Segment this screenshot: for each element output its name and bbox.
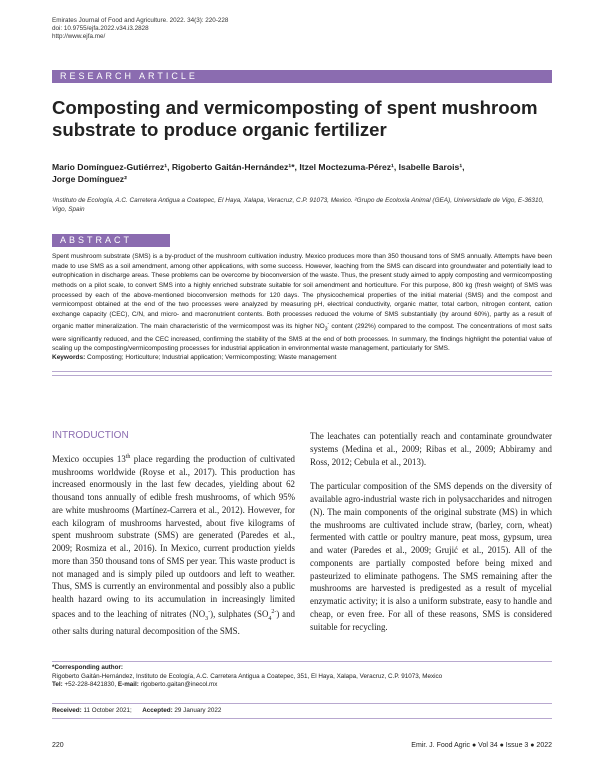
journal-citation: Emirates Journal of Food and Agriculture. 2022. 34(3): 220-228 <box>52 17 229 24</box>
authors-line-2: Jorge Domínguez² <box>52 174 127 184</box>
corresponding-author <box>52 664 552 690</box>
corresponding-label: *Corresponding author: <box>52 664 124 671</box>
received-accepted <box>52 707 552 715</box>
authors-line-1: Mario Domínguez-Gutiérrez¹, Rigoberto Gaitán-Hernández¹*, Itzel Moctezuma-Pérez¹, Isabelle Barois¹, <box>52 162 465 172</box>
accepted-label: Accepted: <box>142 707 173 714</box>
footer-citation: Emir. J. Food Agric ● Vol 34 ● Issue 3 ● 2022 <box>411 742 552 749</box>
journal-url[interactable]: http://www.ejfa.me/ <box>52 33 106 41</box>
divider-bottom-footnote <box>52 718 552 719</box>
affiliations: ¹Instituto de Ecología, A.C. Carretera Antigua a Coatepec, El Haya, Xalapa, Veracruz, C.P. 91073, Mexico. ²Grupo de Ecoloxía Animal (GEA), Universidade de Vigo, E-36310, Vigo, Spain <box>52 197 544 213</box>
corresponding-address: Rigoberto Gaitán-Hernández, Instituto de Ecología, A.C. Carretera Antigua a Coatepec, 351, El Haya, Xalapa, Veracruz, C.P. 91073, Mexico <box>52 672 443 680</box>
author-list <box>52 161 552 185</box>
divider-bottom <box>52 375 552 376</box>
email-label: E-mail: <box>117 681 139 688</box>
accepted-date: 29 January 2022 <box>172 707 222 714</box>
intro-right-column <box>310 430 552 633</box>
intro-sup-th: th <box>125 454 131 460</box>
intro-text-d: ) and other salts during natural decomposition of the SMS. <box>52 608 295 637</box>
so4-sub: 4 <box>268 615 272 622</box>
no3-sub: 3 <box>205 615 209 622</box>
introduction-heading: INTRODUCTION <box>52 430 129 441</box>
intro-text-a: Mexico occupies 13 <box>52 453 126 464</box>
keywords-label: Keywords: <box>52 354 86 361</box>
contact-line <box>52 681 552 690</box>
so4-sup: 2- <box>271 608 277 615</box>
abstract-text <box>52 252 552 354</box>
divider-footnote <box>52 661 552 662</box>
article-title: Composting and vermicomposting of spent mushroom substrate to produce organic fertilizer <box>52 97 538 140</box>
tel-value: +52-228-8421830, <box>62 681 118 688</box>
research-article-banner: RESEARCH ARTICLE <box>52 70 552 83</box>
keywords <box>52 353 552 362</box>
abstract-part-1: Spent mushroom substrate (SMS) is a by-product of the mushroom cultivation industry. Mexico produces more than 350 thousand tons of SMS annually. Attempts have been made to use SMS as a soil amendment, among other applications, with some success. However, leaching from the SMS can discard into groundwater and potentially lead to eutrophication in discharge areas. These problems can be overcome by bioconversion of the waste. Thus, the present study aimed to apply composting and vermicomposting methods on a pilot scale, to convert SMS into a highly enriched substrate suitable for soil amendment and horticulture. For this purpose, 800 kg (fresh weight) of SMS was processed by each of the above-mentioned bioconversion methods for 120 days. The physicochemical properties of the initial material (SMS) and the compost and vermicompost obtained at the end of the two processes were analyzed by measuring pH, electrical conductivity, organic matter, total carbon, nitrogen content, cation exchange capacity (CEC), C/N, and micro- and macronutrient contents. Both processes reduced the volume of SMS substantially (by around 60%), partly as a result of organic matter mineralization. The main characteristic of the vermicompost was its higher NO <box>52 253 552 330</box>
abstract-sup: - <box>327 320 330 327</box>
abstract-part-2: content (292%) compared to the compost. The concentrations of most salts were significantly reduced, and the CEC increased, confirming the stability of the SMS at the end of both processes. In summary, the findings highlight the potential value of scaling up the composting/vermicomposting processes for industrial application in environmental waste management, particularly for SMS. <box>52 322 552 353</box>
page-number: 220 <box>52 742 64 749</box>
tel-label: Tel: <box>52 681 63 688</box>
intro-paragraph-2: The leachates can potentially reach and contaminate groundwater systems (Medina et al., 2009; Ribas et al., 2009; Abbiramy and Ross, 2012; Cebula et al., 2013). <box>310 431 552 467</box>
intro-text-c: ), sulphates (SO <box>210 608 269 619</box>
doi-link[interactable]: doi: 10.9755/ejfa.2022.v34.i3.2828 <box>52 25 149 33</box>
divider-received <box>52 703 552 704</box>
divider-top <box>52 371 552 372</box>
intro-left-column <box>52 451 295 638</box>
abstract-banner: ABSTRACT <box>52 234 170 247</box>
no3-sup: - <box>208 608 211 615</box>
intro-paragraph-3: The particular composition of the SMS depends on the diversity of available agro-industrial waste rich in polysaccharides and nitrogen (N). The main components of the original substrate (MS) in which the mushrooms are cultivated include straw, (barley, corn, wheat) fermented with cattle or poultry manure, peat moss, gypsum, urea and water (Paredes et al., 2009; Grujić et al., 2015). All of the components are partially composted before being mixed and pasteurized to eliminate pathogens. The SMS remaining after the mushrooms are harvested is predigested as a result of mycelial enzymatic activity; it is also a uniform substrate, easy to handle and cheap, or even free. For all of these reasons, SMS is considered suitable for recycling. <box>310 481 552 632</box>
received-label: Received: <box>52 707 82 714</box>
journal-header <box>52 17 228 42</box>
received-date: 11 October 2021; <box>81 707 132 714</box>
intro-text-b: place regarding the production of cultivated mushrooms worldwide (Royse et al., 2017). This production has increased enormously in the last few decades, yielding about 62 thousand tons annually of edible fresh mushrooms, of which 95% are white mushrooms (Martínez-Carrera et al., 2012). However, for each kilogram of mushrooms harvested, about five kilograms of spent mushroom substrate (SMS) are generated (Paredes et al., 2009; Rosmiza et al., 2016). In Mexico, current production yields more than 350 thousand tons of SMS per year. This waste product is not managed and is simply piled up outdoors and left to weather. Thus, SMS is currently an environmental and possibly also a public health hazard owing to its accumulation in increasingly limited spaces and to the leaching of nitrates (NO <box>52 453 295 619</box>
keywords-list: Composting; Horticulture; Industrial application; Vermicomposting; Waste management <box>85 354 337 361</box>
email-link[interactable]: rigoberto.gaitan@inecol.mx <box>138 681 218 688</box>
intro-paragraph-1 <box>52 451 295 638</box>
abstract-sub: 3 <box>324 326 328 333</box>
